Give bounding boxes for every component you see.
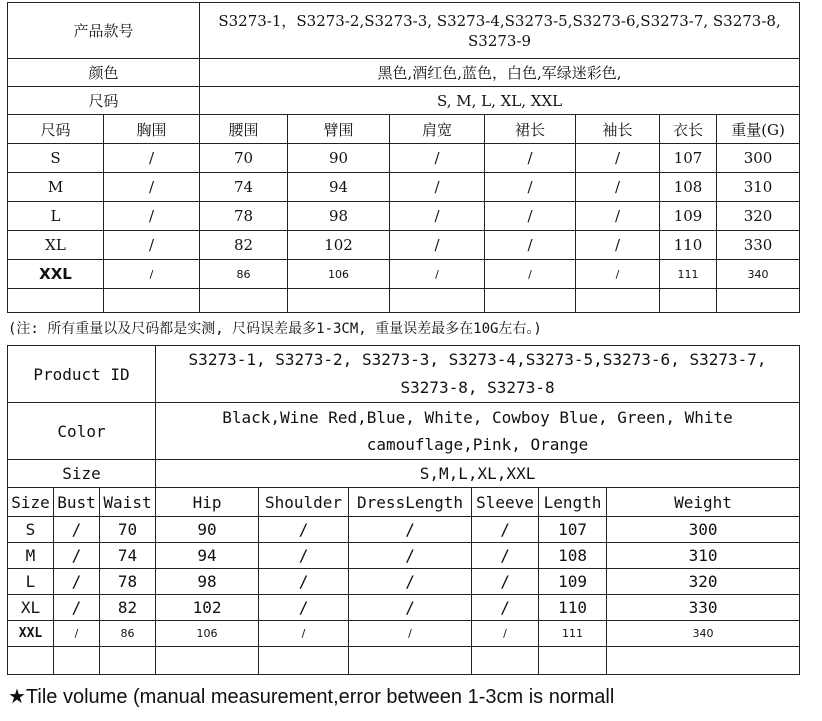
table-cell: XL <box>8 231 104 260</box>
table-cell: L <box>8 202 104 231</box>
column-header: 腰围 <box>200 115 288 144</box>
table-cell: 94 <box>156 543 259 569</box>
table-row-empty <box>8 289 800 313</box>
table-cell: 340 <box>607 621 800 647</box>
table-cell: / <box>104 231 200 260</box>
table-cell: / <box>259 595 349 621</box>
table-cell: / <box>104 260 200 289</box>
table-cell: / <box>390 260 485 289</box>
column-header: Waist <box>100 488 156 517</box>
column-header: 臂围 <box>288 115 390 144</box>
column-header: Length <box>539 488 607 517</box>
table-cell: 108 <box>660 173 717 202</box>
table-cell: / <box>485 173 576 202</box>
measurement-note-cn: (注: 所有重量以及尺码都是实测, 尺码误差最多1-3CM, 重量误差最多在10G左右。) <box>8 321 542 337</box>
table-cell: / <box>576 260 660 289</box>
table-cell: / <box>54 621 100 647</box>
table-cell: 78 <box>200 202 288 231</box>
table-cell: 109 <box>539 569 607 595</box>
table-cell: / <box>390 231 485 260</box>
table-cell: 90 <box>156 517 259 543</box>
table-cell: 330 <box>607 595 800 621</box>
column-header: Bust <box>54 488 100 517</box>
table-cell: / <box>472 621 539 647</box>
size-chart-cn <box>7 2 800 313</box>
table-cell: / <box>54 595 100 621</box>
table-cell: / <box>104 144 200 173</box>
table-cell: 110 <box>539 595 607 621</box>
table-cell: / <box>485 144 576 173</box>
table-cell: 70 <box>200 144 288 173</box>
table-cell: / <box>349 595 472 621</box>
table-cell: / <box>576 202 660 231</box>
color-label: Color <box>8 403 156 460</box>
table-cell: / <box>576 231 660 260</box>
table-cell: 94 <box>288 173 390 202</box>
table-cell: / <box>472 517 539 543</box>
table-cell: 111 <box>660 260 717 289</box>
table-cell: 70 <box>100 517 156 543</box>
table-row <box>8 595 800 621</box>
table-cell: / <box>390 202 485 231</box>
table-cell: / <box>485 260 576 289</box>
column-header: Shoulder <box>259 488 349 517</box>
column-header: Weight <box>607 488 800 517</box>
table-row <box>8 260 800 289</box>
size-value: S,M,L,XL,XXL <box>156 460 800 488</box>
table-row <box>8 543 800 569</box>
table-cell: / <box>576 173 660 202</box>
table-cell: 310 <box>607 543 800 569</box>
color-value: Black,Wine Red,Blue, White, Cowboy Blue, Green, White camouflage,Pink, Orange <box>156 403 800 460</box>
column-header: 裙长 <box>485 115 576 144</box>
table-row <box>8 231 800 260</box>
table-cell: / <box>472 569 539 595</box>
product-id-label: Product ID <box>8 346 156 403</box>
table-cell: / <box>349 517 472 543</box>
size-value: S, M, L, XL, XXL <box>200 87 800 115</box>
table-cell: / <box>54 569 100 595</box>
column-header: 肩宽 <box>390 115 485 144</box>
column-header: DressLength <box>349 488 472 517</box>
color-value: 黑色,酒红色,蓝色，白色,军绿迷彩色, <box>200 59 800 87</box>
table-cell: / <box>349 621 472 647</box>
product-id-label: 产品款号 <box>8 3 200 59</box>
table-row <box>8 621 800 647</box>
table-cell: 102 <box>288 231 390 260</box>
table-cell: / <box>259 569 349 595</box>
table-cell: 300 <box>717 144 800 173</box>
table-cell: L <box>8 569 54 595</box>
table-cell: / <box>349 543 472 569</box>
table-cell: / <box>472 543 539 569</box>
table-cell: 300 <box>607 517 800 543</box>
table-cell: 107 <box>539 517 607 543</box>
table-row <box>8 144 800 173</box>
table-cell: 330 <box>717 231 800 260</box>
table-cell: M <box>8 173 104 202</box>
size-label: 尺码 <box>8 87 200 115</box>
table-row <box>8 517 800 543</box>
column-header: 重量(G) <box>717 115 800 144</box>
column-header: 胸围 <box>104 115 200 144</box>
table-cell: / <box>54 543 100 569</box>
product-id-value: S3273-1, S3273-2, S3273-3, S3273-4,S3273-5,S3273-6, S3273-7, S3273-8, S3273-8 <box>156 346 800 403</box>
table-cell: 320 <box>717 202 800 231</box>
table-cell: 111 <box>539 621 607 647</box>
table-cell: 74 <box>100 543 156 569</box>
table-cell: 98 <box>288 202 390 231</box>
table-cell: 110 <box>660 231 717 260</box>
table-cell: S <box>8 144 104 173</box>
column-header: Size <box>8 488 54 517</box>
table-cell: 340 <box>717 260 800 289</box>
table-cell: XXL <box>8 621 54 647</box>
table-cell: 90 <box>288 144 390 173</box>
table-cell: / <box>390 144 485 173</box>
table-cell: 86 <box>200 260 288 289</box>
table-cell: 78 <box>100 569 156 595</box>
column-header: 尺码 <box>8 115 104 144</box>
table-cell: / <box>485 231 576 260</box>
table-cell: M <box>8 543 54 569</box>
table-row <box>8 569 800 595</box>
table-cell: 106 <box>288 260 390 289</box>
table-cell: S <box>8 517 54 543</box>
column-header: 袖长 <box>576 115 660 144</box>
table-cell: 86 <box>100 621 156 647</box>
table-cell: / <box>259 517 349 543</box>
table-cell: / <box>259 543 349 569</box>
table-cell: XL <box>8 595 54 621</box>
table-header-row <box>8 115 800 144</box>
table-cell: / <box>485 202 576 231</box>
table-cell: 98 <box>156 569 259 595</box>
table-cell: 109 <box>660 202 717 231</box>
table-cell: XXL <box>8 260 104 289</box>
table-cell: 107 <box>660 144 717 173</box>
table-cell: / <box>349 569 472 595</box>
table-cell: / <box>104 202 200 231</box>
table-cell: / <box>54 517 100 543</box>
table-cell: / <box>259 621 349 647</box>
size-label: Size <box>8 460 156 488</box>
table-cell: / <box>390 173 485 202</box>
table-cell: / <box>104 173 200 202</box>
table-cell: 82 <box>100 595 156 621</box>
table-cell: / <box>472 595 539 621</box>
table-cell: 106 <box>156 621 259 647</box>
table-cell: 102 <box>156 595 259 621</box>
column-header: 衣长 <box>660 115 717 144</box>
table-header-row <box>8 488 800 517</box>
table-cell: 74 <box>200 173 288 202</box>
size-chart-en <box>7 345 800 675</box>
table-cell: 320 <box>607 569 800 595</box>
table-cell: 310 <box>717 173 800 202</box>
measurement-note-en: ★Tile volume (manual measurement,error between 1-3cm is normall <box>8 686 615 708</box>
product-id-value: S3273-1，S3273-2,S3273-3, S3273-4,S3273-5,S3273-6,S3273-7, S3273-8, S3273-9 <box>200 3 800 59</box>
table-row-empty <box>8 647 800 675</box>
table-cell: 82 <box>200 231 288 260</box>
table-cell: / <box>576 144 660 173</box>
column-header: Sleeve <box>472 488 539 517</box>
color-label: 颜色 <box>8 59 200 87</box>
table-row <box>8 202 800 231</box>
column-header: Hip <box>156 488 259 517</box>
table-row <box>8 173 800 202</box>
table-cell: 108 <box>539 543 607 569</box>
